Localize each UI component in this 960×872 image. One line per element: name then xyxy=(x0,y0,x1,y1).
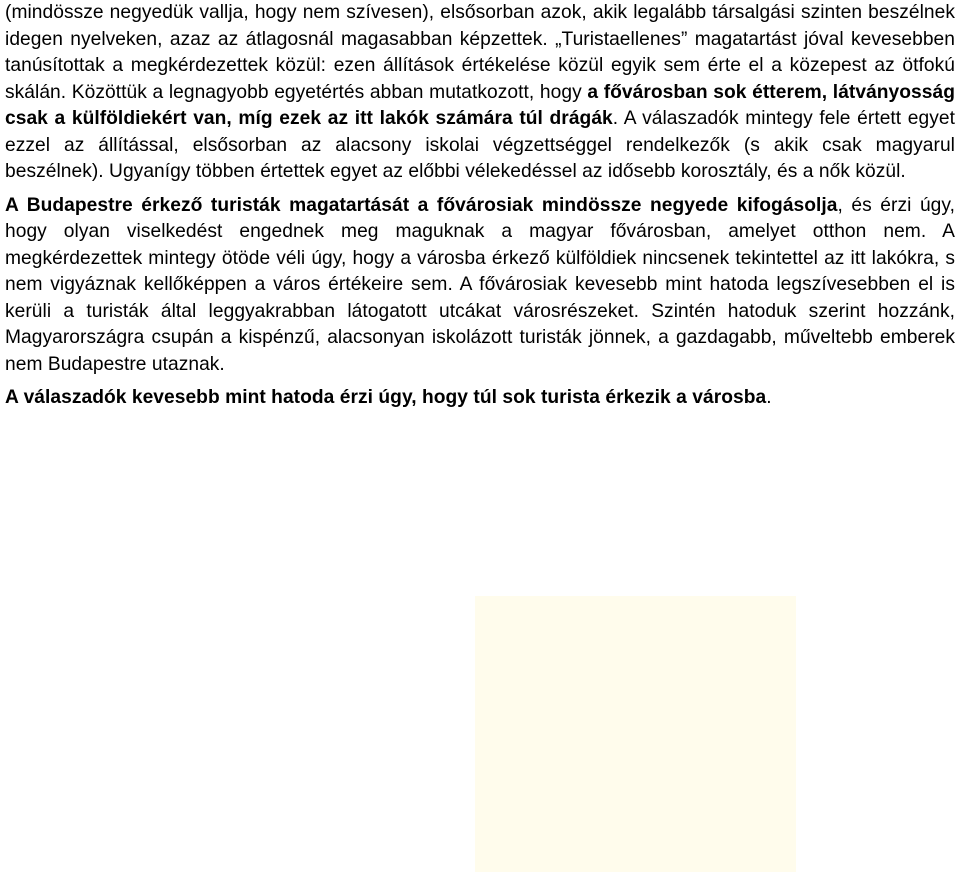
text-segment: (mindössze negyedük vallja, hogy nem szívesen), elsősorban azok, akik legalább társalgási szinten beszélnek idegen nyelveken, azaz az átlagosnál magasabban képzettek. „Turistaellenes” magatartást jóval kevesebben tanúsítottak a megkérdezettek közül: ezen állítások értékelése közül egyik sem érte el a közepest az ötfokú skálán. Közöttük a legnagyobb egyetértés abban mutatkozott, hogy xyxy=(5,2,955,103)
paragraph-too-many-tourists xyxy=(5,385,955,412)
text-segment: , és érzi úgy, hogy olyan viselkedést engednek meg maguknak a magyar fővárosban, amelyet otthon nem. A megkérdezettek mintegy ötöde véli úgy, hogy a városba érkező külföldiek nincsenek tekintettel az itt lakókra, s nem vigyáznak kellőképpen a város értékeire sem. A fővárosiak kevesebb mint hatoda legszívesebben el is kerüli a turisták által leggyakrabban látogatott utcákat városrészeket. Szintén hatoduk szerint hozzánk, Magyarországra csupán a kispénzű, alacsonyan iskolázott turisták jönnek, a gazdagabb, műveltebb emberek nem Budapestre utaznak. xyxy=(5,194,955,375)
bold-text-segment: A válaszadók kevesebb mint hatoda érzi úgy, hogy túl sok turista érkezik a városba xyxy=(5,387,767,408)
bold-text-segment: A Budapestre érkező turisták magatartását a fővárosiak mindössze negyede kifogásolja xyxy=(5,194,838,216)
text-segment: . A válaszadók mintegy fele értett egyet ezzel az állítással, elsősorban az alacsony iskolai végzettséggel rendelkezők (s akik csak magyarul beszélnek). Ugyanígy többen értettek egyet az előbbi vélekedéssel az idősebb korosztály, és a nők közül. xyxy=(5,108,955,182)
document-body xyxy=(5,0,955,412)
text-segment: . xyxy=(766,387,772,408)
figure-area xyxy=(475,596,796,872)
bold-text-segment: a fővárosban sok étterem, látványosság csak a külföldiekért van, míg ezek az itt lakók számára túl drágák xyxy=(5,81,955,129)
paragraph-tourist-attitudes xyxy=(5,0,955,186)
paragraph-tourist-behaviour xyxy=(5,193,955,379)
